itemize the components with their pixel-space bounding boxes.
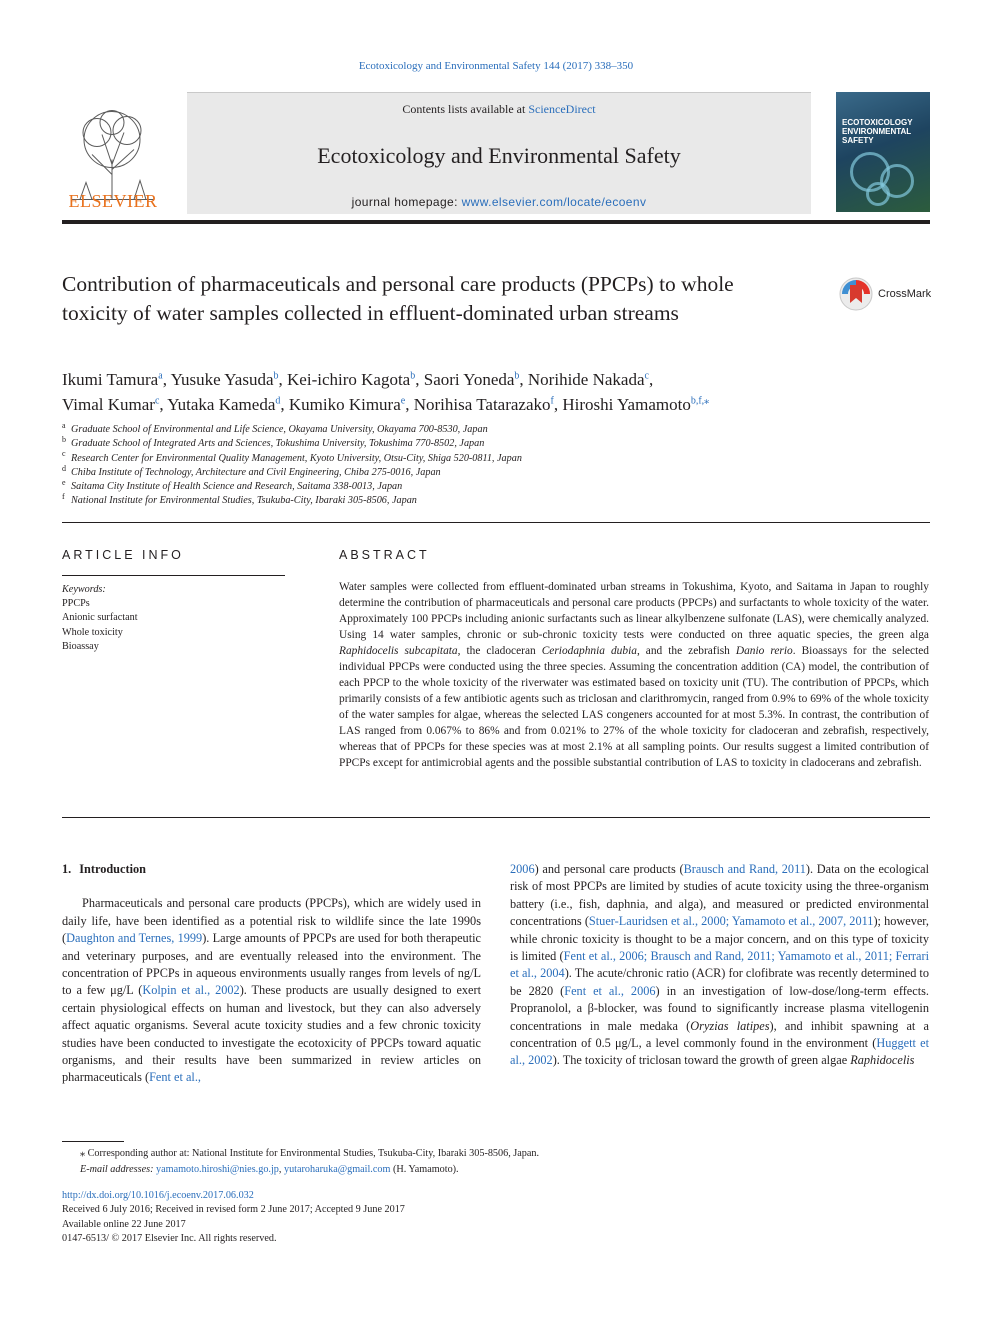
contents-line: Contents lists available at ScienceDirect	[402, 102, 596, 116]
cover-decoration	[866, 182, 890, 206]
cover-title: ECOTOXICOLOGY ENVIRONMENTAL SAFETY	[842, 118, 913, 145]
affiliation: b Graduate School of Integrated Arts and Sciences, Tokushima University, Tokushima 770-8502, Japan	[62, 434, 485, 450]
homepage-line: journal homepage: www.elsevier.com/locate/ecoenv	[351, 195, 647, 209]
available-online: Available online 22 June 2017	[62, 1218, 186, 1230]
body-paragraph: Pharmaceuticals and personal care products (PPCPs), which are widely used in daily life, have been identified as a potential risk to wildlife since the late 1990s (Daughton and Ternes, 1999). Large amounts of PPCPs are used for both therapeutic and veterinary purposes, and are eventually released into the environment. The concentration of PPCPs in aqueous environments usually ranges from levels of ng/L to a few μg/L (Kolpin et al., 2002). These products are usually designed to exert certain physiological effects on human and livestock, but they can also adversely affect aquatic organisms. Several acute toxicity studies and a few chronic toxicity studies have been conducted to investigate the ecotoxicity of PPCPs toward aquatic organisms, and their results have been summarized in review articles on pharmaceuticals (Fent et al.,	[62, 896, 482, 1085]
author[interactable]: Norihide Nakada$^c$	[527, 370, 649, 389]
journal-title: Ecotoxicology and Environmental Safety	[317, 143, 681, 168]
footnotes	[62, 1146, 930, 1178]
keyword: Anionic surfactant	[62, 612, 138, 624]
author[interactable]: Kumiko Kimura$^e$	[288, 395, 406, 414]
elsevier-wordmark: ELSEVIER	[68, 191, 158, 211]
keyword: PPCPs	[62, 598, 90, 610]
crossmark-label: CrossMark	[878, 288, 932, 300]
affiliations	[62, 420, 922, 509]
crossmark-icon	[838, 276, 874, 312]
citation-link[interactable]: Brausch and Rand, 2011	[683, 862, 806, 876]
header-divider	[62, 220, 930, 224]
body-column-left	[62, 861, 481, 1087]
author[interactable]: Vimal Kumar$^c$	[62, 395, 160, 414]
author[interactable]: Kei-ichiro Kagota$^b$	[287, 370, 416, 389]
citation-link[interactable]: 2006	[510, 862, 535, 876]
keywords-label: Keywords:	[62, 584, 106, 595]
article-info-heading: ARTICLE INFO	[62, 548, 184, 562]
paper-title: Contribution of pharmaceuticals and personal care products (PPCPs) to whole toxicity of water samples collected in effluent-dominated urban streams	[62, 272, 734, 325]
citation-link[interactable]: Daughton and Ternes, 1999	[66, 931, 203, 946]
journal-citation-link[interactable]: Ecotoxicology and Environmental Safety 144 (2017) 338–350	[358, 60, 634, 72]
sciencedirect-link[interactable]: ScienceDirect	[528, 102, 596, 116]
divider	[62, 575, 285, 576]
corresponding-author-note: ⁎ Corresponding author at: National Institute for Environmental Studies, Tsukuba-City, Ibaraki 305-8506, Japan.	[80, 1148, 540, 1159]
email-link[interactable]: yamamoto.hiroshi@nies.go.jp	[156, 1164, 279, 1175]
journal-homepage-link[interactable]: www.elsevier.com/locate/ecoenv	[461, 195, 647, 209]
citation-link[interactable]: Huggett et al., 2002	[510, 1036, 929, 1068]
keywords-block	[62, 583, 292, 654]
affiliation: f National Institute for Environmental Studies, Tsukuba-City, Ibaraki 305-8506, Japan	[62, 492, 417, 507]
affiliation: a Graduate School of Environmental and Life Science, Okayama University, Okayama 700-8530, Japan	[62, 420, 488, 435]
affiliation: d Chiba Institute of Technology, Architecture and Civil Engineering, Chiba 275-0016, Japan	[62, 463, 441, 478]
journal-cover-image[interactable]	[836, 92, 930, 212]
divider	[62, 817, 930, 818]
email-note: E-mail addresses: yamamoto.hiroshi@nies.go.jp, yutaroharuka@gmail.com (H. Yamamoto).	[80, 1164, 459, 1175]
abstract-heading: ABSTRACT	[339, 548, 430, 562]
journal-info-box	[187, 92, 811, 214]
footnote-divider	[62, 1141, 124, 1142]
citation-link[interactable]: Fent et al., 2006; Brausch and Rand, 2011; Yamamoto et al., 2011; Ferrari et al., 2004	[510, 949, 929, 981]
body-paragraph-continued: 2006) and personal care products (Brausch and Rand, 2011). Data on the ecological risk of most PPCPs are limited by studies of acute toxicity using the three-organism battery (i.e., fish, daphnia, and alga), and measured or predicted environmental concentrations (Stuer-Lauridsen et al., 2000; Yamamoto et al., 2007, 2011); however, while chronic toxicity is thought to be a major concern, and on this type of toxicity is limited (Fent et al., 2006; Brausch and Rand, 2011; Yamamoto et al., 2011; Ferrari et al., 2004). The acute/chronic ratio (ACR) for clofibrate was recently determined to be 2820 (Fent et al., 2006) in an investigation of low-dose/long-term effects. Propranolol, a β-blocker, was found to significantly increase plasma vitellogenin concentrations in male medaka (Oryzias latipes), and inhibit spawning at a concentration of 0.5 μg/L, a level commonly found in the environment (Huggett et al., 2002). The toxicity of triclosan toward the growth of green algae Raphidocelis	[510, 862, 930, 1068]
received-dates: Received 6 July 2016; Received in revised form 2 June 2017; Accepted 9 June 2017	[62, 1204, 405, 1216]
citation-link[interactable]: Kolpin et al., 2002	[142, 983, 240, 998]
citation-link[interactable]: Fent et al., 2006	[564, 983, 656, 998]
author-list: Ikumi Tamura$^a$, Yusuke Yasuda$^b$, Kei-ichiro Kagota$^b$, Saori Yoneda$^b$, Norihide Nakada$^c$, Vimal Kumar$^c$, Yutaka Kameda$^d$, Kumiko Kimura$^e$, Norihisa Tatarazako$^f$, Hiroshi Yamamoto$^{b,f,⁎}$	[62, 370, 710, 414]
section-heading-introduction: 1. Introduction	[62, 862, 146, 876]
crossmark-button[interactable]	[838, 276, 938, 312]
keyword: Whole toxicity	[62, 626, 123, 638]
author[interactable]: Saori Yoneda$^b$	[423, 370, 520, 389]
author[interactable]: Yutaka Kameda$^d$	[167, 395, 281, 414]
email-link[interactable]: yutaroharuka@gmail.com	[283, 1164, 391, 1175]
citation-link[interactable]: Fent et al.,	[149, 1070, 201, 1085]
article-history	[62, 1189, 930, 1246]
author[interactable]: Yusuke Yasuda$^b$	[170, 370, 279, 389]
copyright: 0147-6513/ © 2017 Elsevier Inc. All rights reserved.	[62, 1232, 277, 1244]
author[interactable]: Norihisa Tatarazako$^f$	[413, 395, 554, 414]
journal-header	[62, 92, 930, 222]
affiliation: c Research Center for Environmental Quality Management, Kyoto University, Otsu-City, Shiga 520-0811, Japan	[62, 449, 522, 464]
abstract-text: Water samples were collected from effluent-dominated urban streams in Tokushima, Kyoto, and Saitama in Japan to roughly determine the contribution of pharmaceuticals and personal care products (PPCPs) and surfactants to whole toxicity of the water. Approximately 100 PPCPs including anionic surfactants such as linear alkylbenzene sulfonate (LAS), were chemically analyzed. Using 14 water samples, chronic or sub-chronic toxicity tests were conducted on three aquatic species, the green alga Raphidocelis subcapitata, the cladoceran Ceriodaphnia dubia, and the zebrafish Danio rerio. Bioassays for the selected individual PPCPs were conducted using the three species. Assuming the concentration addition (CA) model, the contribution of each PPCP to the whole toxicity of the riverwater was estimated based on toxicity unit (TU). The contribution of PPCPs, which primarily consists of a few antibiotic agents such as triclosan and clarithromycin, ranged from 0.9% to 69% of the whole toxicity of the water samples for algae, whereas the selected LAS congeners accounted for at most 5.3%. In contrast, the contribution of LAS ranged from 0.067% to 86% and from 0.021% to 27% of the whole toxicity for cladoceran and zebrafish, respectively, whereas that of PPCPs for these species was at most 2.1% at all sampling points. Our results suggest a limited contribution of PPCPs except for antimicrobial agents and the possible substantial contribution of LAS to toxicity in cladocerans and zebrafish.	[339, 581, 929, 769]
affiliation: e Saitama City Institute of Health Science and Research, Saitama 338-0013, Japan	[62, 477, 403, 493]
keyword: Bioassay	[62, 640, 99, 652]
citation-link[interactable]: Stuer-Lauridsen et al., 2000; Yamamoto et al., 2007, 2011	[588, 914, 874, 929]
doi-link[interactable]: http://dx.doi.org/10.1016/j.ecoenv.2017.06.032	[62, 1190, 254, 1201]
body-column-right	[510, 861, 929, 1070]
divider	[62, 522, 930, 523]
author[interactable]: Ikumi Tamura$^a$	[62, 370, 163, 389]
author[interactable]: Hiroshi Yamamoto$^{b,f,⁎}$	[562, 395, 710, 414]
